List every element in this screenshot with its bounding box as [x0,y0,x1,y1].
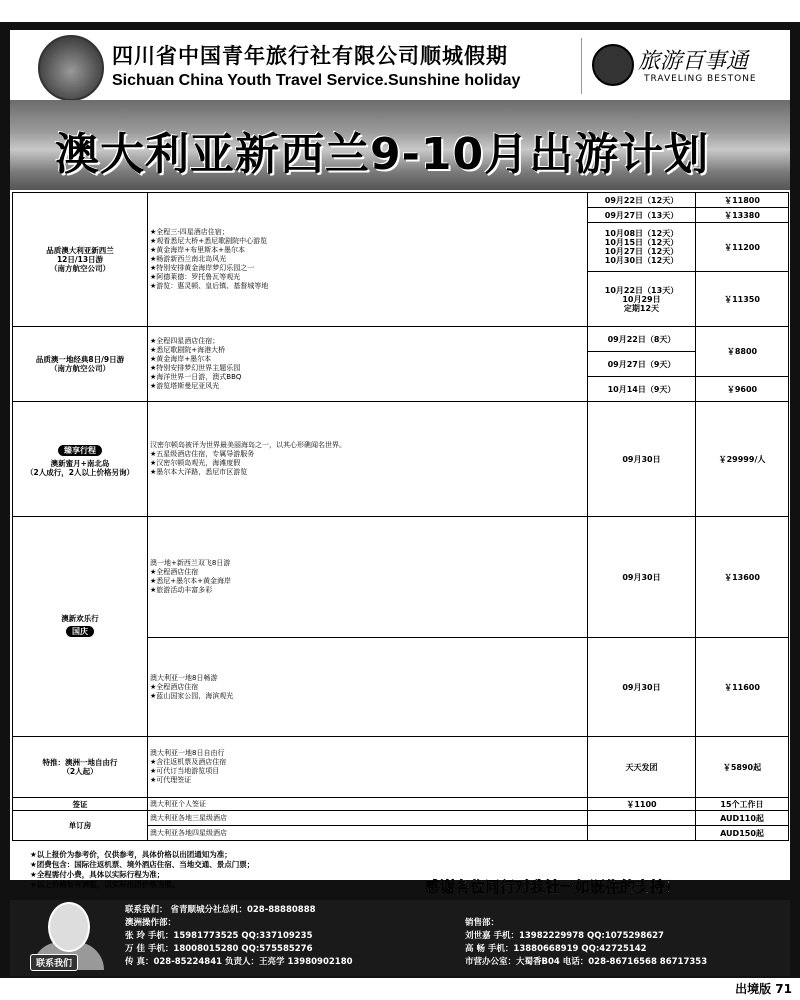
contact-us-button[interactable]: 联系我们 [30,954,78,971]
service-description: 澳大利亚各地三星级酒店 [148,811,588,826]
departure-date: 09月22日（12天） [588,193,696,208]
australia-dept-label: 澳洲操作部： [125,918,177,928]
brand-name-cn: 旅游百事通 [638,49,749,74]
price: ￥11800 [696,193,789,208]
price: ￥13600 [696,517,789,638]
service-price [588,811,696,826]
plan-name: 品质澳一地经典8日/9日游 （南方航空公司） [13,327,148,402]
thanks-slogan: 感谢各位同行对我社一如既往的支持！ [425,878,681,896]
table-row [13,811,789,826]
contact-person: 张 玲 手机：15981773525 QQ:337109235 [125,931,313,941]
plan-name: 特推：澳洲一地自由行 （2人起） [13,737,148,798]
plan-description: 澳大利亚一地8日自由行 ★含往返机票及酒店住宿 ★可代订当地游览项目 ★可代理签证 [148,737,588,798]
departure-date: 09月27日（13天） [588,208,696,223]
company-name-cn: 四川省中国青年旅行社有限公司顺城假期 [112,44,508,68]
departure-date: 09月30日 [588,517,696,638]
departure-date-group: 10月22日（13天） 10月29日 定期12天 [588,272,696,327]
plan-badge: 国庆 [66,626,94,637]
switchboard-line: 联系我们： 省青顺城分社总机：028-88880888 [125,905,316,915]
plan-description: 澳一地+新西兰双飞8日游 ★全程酒店住宿 ★悉尼+墨尔本+黄金海岸 ★旅游活动丰富多彩 [148,517,588,638]
page-title: 澳大利亚新西兰9-10月出游计划 [55,129,710,180]
note-line: ★以上价格如有调整，以实际出团价格为准。 [30,880,180,889]
company-name-en: Sichuan China Youth Travel Service.Sunshine holiday [112,72,521,89]
hero-banner [10,100,790,190]
departure-date-group: 10月08日（12天） 10月15日（12天） 10月27日（12天） 10月30日（12天） [588,223,696,272]
contact-lines [125,904,785,969]
price: ￥13380 [696,208,789,223]
sales-dept-label: 销售部： [465,918,500,928]
table-row [13,737,789,798]
price: ￥9600 [696,377,789,402]
table-row [13,517,789,638]
plan-name: 澳新欢乐行 国庆 [13,517,148,737]
contact-person: 万 佳 手机：18008015280 QQ:575585276 [125,944,313,954]
service-extra: AUD110起 [696,811,789,826]
company-logo-icon [38,35,104,101]
table-row [13,798,789,811]
table-row [13,402,789,517]
agent-head-icon [48,902,90,952]
departure-date: 09月22日（8天） [588,327,696,352]
plan-name: 臻享行程 澳新蜜月+南北岛 （2人成行，2人以上价格另询） [13,402,148,517]
plan-description: 汉密尔顿岛被评为世界最美丽海岛之一，以其心形礁闻名世界。 ★五星级酒店住宿，专属导游服务 ★汉密尔顿岛观光，海滩度假 ★墨尔本大洋路，悉尼市区游览 [148,402,588,517]
plan-name: 品质澳大利亚新西兰 12日/13日游 （南方航空公司） [13,193,148,327]
agent-avatar [22,900,114,970]
contact-panel [10,900,790,976]
contact-person: 高 畅 手机：13880668919 QQ:42725142 [465,944,647,954]
price: ￥29999/人 [696,402,789,517]
plan-description: 澳大利亚一地8日畅游 ★全程酒店住宿 ★蓝山国家公园，海滨观光 [148,638,588,737]
plan-description: ★全程三-四星酒店住宿； ★观看悉尼大桥+悉尼歌剧院中心游览 ★黄金海岸+布里斯本+墨尔本 ★畅游新西兰南北岛风光 ★特别安排黄金海岸梦幻乐园之一 ★阿德莱德：罗托鲁瓦等观光 ★游览：惠灵顿、皇后镇、基督城等地 [148,193,588,327]
departure-date: 天天发团 [588,737,696,798]
departure-date: 10月14日（9天） [588,377,696,402]
service-description: 澳大利亚各地四星级酒店 [148,826,588,841]
departure-date: 09月30日 [588,638,696,737]
service-description: 澳大利亚个人签证 [148,798,588,811]
price: ￥11200 [696,223,789,272]
plan-description: ★全程四星酒店住宿； ★悉尼歌剧院+海港大桥 ★黄金海岸+墨尔本 ★特别安排梦幻世界主题乐园 ★海洋世界一日游，澳式BBQ ★游览塔斯曼尼亚风光 [148,327,588,402]
header-bar [10,30,790,102]
office-line: 市营办公室：大蜀香B04 电话：028-86716568 86717353 [465,957,708,967]
price: ￥11350 [696,272,789,327]
service-price [588,826,696,841]
departure-date: 09月27日（9天） [588,352,696,377]
brand-name-en: TRAVELING BESTONE [644,74,757,84]
contact-person: 刘世嘉 手机：13982229978 QQ:1075298627 [465,931,664,941]
price: ￥8800 [696,327,789,377]
plan-badge: 臻享行程 [58,445,102,456]
table-row [13,193,789,208]
brand-logo [581,38,782,94]
note-line: ★以上报价为参考价，仅供参考，具体价格以出团通知为准； [30,850,232,859]
service-label: 签证 [13,798,148,811]
table-row [13,327,789,352]
service-extra: AUD150起 [696,826,789,841]
departure-date: 09月30日 [588,402,696,517]
note-line: ★全程需付小费，具体以实际行程为准； [30,870,165,879]
page-number: 出境版 71 [735,982,792,996]
itinerary-table [12,192,789,841]
brand-mascot-icon [592,44,634,86]
service-price: ￥1100 [588,798,696,811]
price: ￥11600 [696,638,789,737]
footer-strip [0,978,800,1000]
service-label: 单订房 [13,811,148,841]
service-extra: 15个工作日 [696,798,789,811]
price: ￥5890起 [696,737,789,798]
fax-line: 传 真：028-85224841 负责人：王亮学 13980902180 [125,957,353,967]
note-line: ★团费包含：国际往返机票、境外酒店住宿、当地交通、景点门票； [30,860,255,869]
